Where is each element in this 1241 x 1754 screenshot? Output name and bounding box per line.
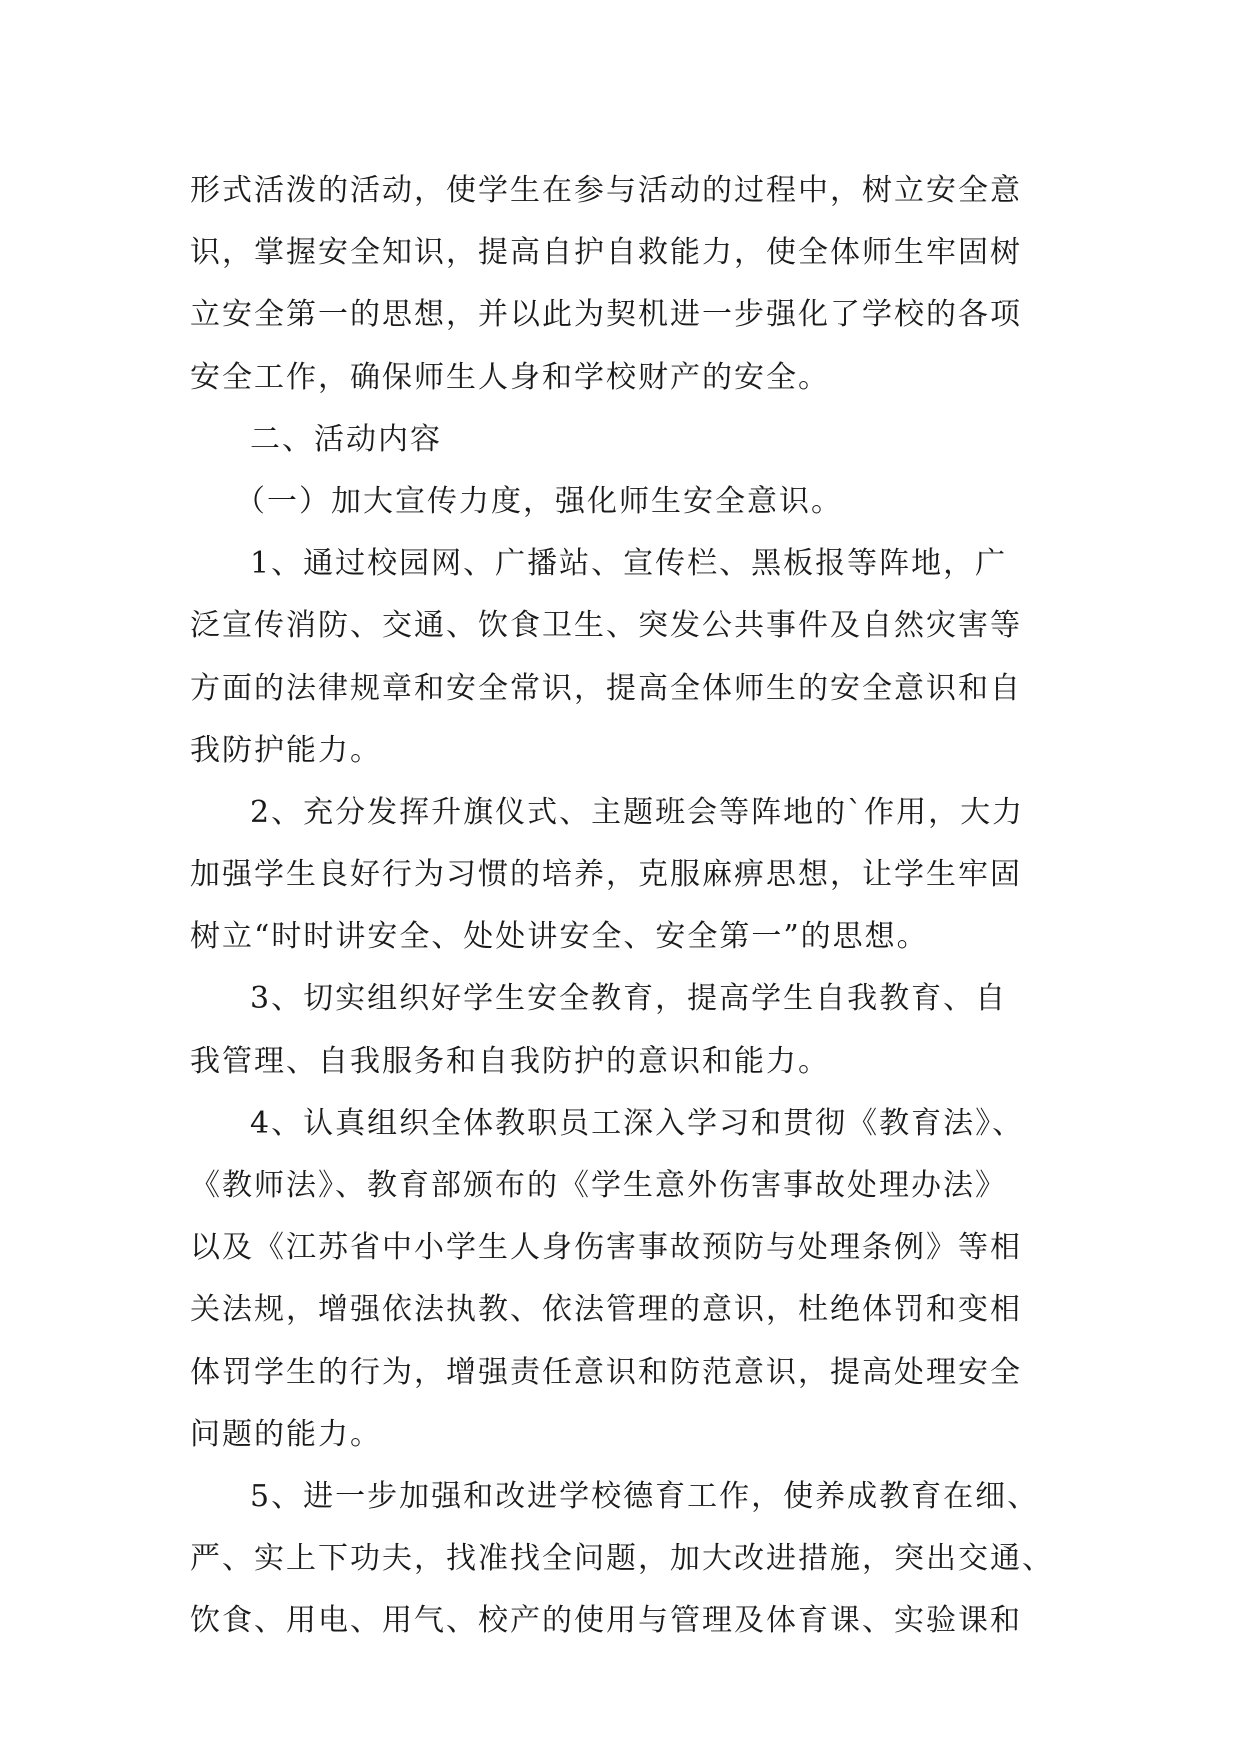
text-line: 安全工作，确保师生人身和学校财产的安全。 (190, 359, 830, 395)
text-line: 《教师法》、教育部颁布的《学生意外伤害事故处理办法》 (190, 1168, 1007, 1203)
text-line: 树立“时时讲安全、处处讲安全、安全第一”的思想。 (190, 919, 929, 955)
text-line: 形式活泼的活动，使学生在参与活动的过程中，树立安全意 (190, 173, 1022, 208)
document-body (190, 160, 1054, 1653)
text-line: 关法规，增强依法执教、依法管理的意识，杜绝体罚和变相 (190, 1292, 1022, 1328)
text-line: 以及《江苏省中小学生人身伤害事故预防与处理条例》等相 (190, 1230, 1022, 1266)
text-line: 1、通过校园网、广播站、宣传栏、黑板报等阵地，广 (250, 546, 1008, 582)
section-heading: 二、活动内容 (250, 421, 442, 457)
text-line: 立安全第一的思想，并以此为契机进一步强化了学校的各项 (190, 297, 1022, 333)
text-line: 5、进一步加强和改进学校德育工作，使养成教育在细、 (250, 1478, 1040, 1514)
text-line: 严、实上下功夫，找准找全问题，加大改进措施，突出交通、 (190, 1541, 1054, 1577)
text-line: 我管理、自我服务和自我防护的意识和能力。 (190, 1043, 830, 1079)
text-line: 体罚学生的行为，增强责任意识和防范意识，提高处理安全 (190, 1354, 1022, 1390)
text-line: 方面的法律规章和安全常识，提高全体师生的安全意识和自 (190, 670, 1022, 706)
text-line: 我防护能力。 (190, 732, 382, 768)
text-line: 问题的能力。 (190, 1416, 382, 1452)
text-line: 4、认真组织全体教职员工深入学习和贯彻《教育法》、 (250, 1105, 1025, 1141)
text-line: 泛宣传消防、交通、饮食卫生、突发公共事件及自然灾害等 (190, 608, 1022, 644)
text-line: 3、切实组织好学生安全教育，提高学生自我教育、自 (250, 981, 1008, 1017)
text-line: 2、充分发挥升旗仪式、主题班会等阵地的`作用，大力 (250, 794, 1025, 830)
text-line: 饮食、用电、用气、校产的使用与管理及体育课、实验课和 (190, 1603, 1022, 1639)
subsection-heading: （一）加大宣传力度，强化师生安全意识。 (235, 483, 843, 519)
text-line: 识，掌握安全知识，提高自护自救能力，使全体师生牢固树 (190, 235, 1022, 271)
text-line: 加强学生良好行为习惯的培养，克服麻痹思想，让学生牢固 (190, 857, 1022, 893)
